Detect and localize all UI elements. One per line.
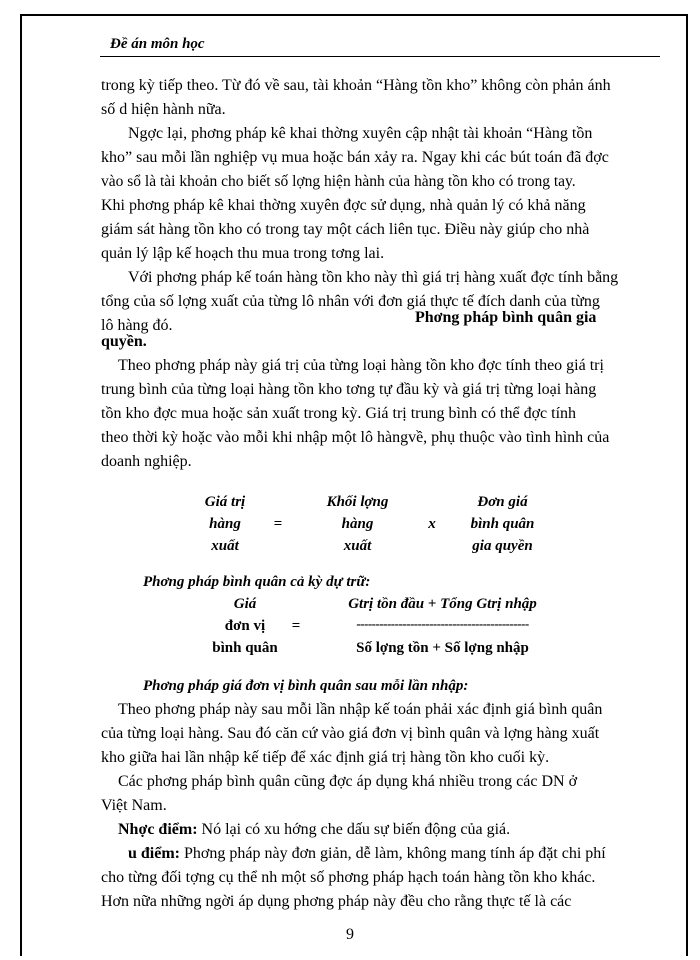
page-border-right — [686, 14, 688, 956]
text-line: Việt Nam. — [101, 797, 167, 814]
text-line: Theo phơng pháp này giá trị của từng loại hàng tồn kho đợc tính theo giá trị — [118, 357, 604, 374]
text-line: giám sát hàng tồn kho có trong tay một cách liên tục. Điều này giúp cho nhà — [101, 221, 590, 238]
advantage-text: Phơng pháp này đơn giản, dễ làm, không mang tính áp đặt chi phí — [180, 845, 606, 862]
formula2-fraction-bar: --------------------------------------------- — [356, 616, 529, 631]
text-line: kho” sau mỗi lần nghiệp vụ mua hoặc bán xảy ra. Ngay khi các bút toán đã đợc — [101, 149, 609, 166]
header-title: Đề án môn học — [110, 36, 205, 52]
advantage-label: u điểm: — [128, 845, 180, 862]
formula1-mid-1: Khối lợng — [326, 494, 389, 510]
text-line: trung bình của từng loại hàng tồn kho tơng tự đầu kỳ và giá trị từng loại hàng — [101, 381, 597, 398]
formula2-denominator: Số lợng tồn + Số lợng nhập — [356, 640, 529, 656]
header-rule — [100, 56, 660, 57]
text-line: doanh nghiệp. — [101, 453, 192, 470]
formula3-title: Phơng pháp giá đơn vị bình quân sau mỗi lần nhập: — [143, 678, 469, 694]
formula2-numerator: Gtrị tồn đầu + Tổng Gtrị nhập — [348, 596, 537, 612]
formula2-equals: = — [291, 618, 301, 634]
formula1-rhs-2: bình quân — [470, 516, 535, 532]
formula1-equals: = — [273, 516, 283, 532]
text-line: lô hàng đó. — [101, 317, 173, 334]
text-line: tồn kho đợc mua hoặc sản xuất trong kỳ. Giá trị trung bình có thể đợc tính — [101, 405, 577, 422]
formula1-times: x — [428, 516, 436, 532]
disadvantage-line — [118, 820, 510, 840]
formula2-title: Phơng pháp bình quân cả kỳ dự trữ: — [143, 574, 371, 590]
text-line: theo thời kỳ hoặc vào mỗi khi nhập một lô hàngvề, phụ thuộc vào tình hình của — [101, 429, 610, 446]
section-heading-cont: quyền. — [101, 333, 147, 350]
text-line: cho từng đối tợng cụ thể nh một số phơng pháp hạch toán hàng tồn kho khác. — [101, 869, 596, 886]
text-line: kho giữa hai lần nhập kế tiếp để xác định giá trị hàng tồn kho cuối kỳ. — [101, 749, 550, 766]
page-border-top — [20, 14, 688, 16]
formula2-lhs-2: đơn vị — [224, 618, 266, 634]
disadvantage-text: Nó lại có xu hớng che dấu sự biến động của giá. — [197, 821, 511, 838]
text-line: tổng của số lợng xuất của từng lô nhân với đơn giá thực tế đích danh của từng — [101, 293, 600, 310]
formula1-lhs-2: hàng — [209, 516, 241, 532]
text-line: Theo phơng pháp này sau mỗi lần nhập kế toán phải xác định giá bình quân — [118, 701, 603, 718]
text-line: quản lý lập kế hoạch thu mua trong tơng lai. — [101, 245, 385, 262]
advantage-line — [128, 844, 606, 864]
text-line: Ngợc lại, phơng pháp kê khai thờng xuyên cập nhật tài khoản “Hàng tồn — [128, 125, 593, 142]
formula1-rhs-3: gia quyền — [472, 538, 533, 554]
text-line: Các phơng pháp bình quân cũng đợc áp dụng khá nhiều trong các DN ở — [118, 773, 578, 790]
text-line: Khi phơng pháp kê khai thờng xuyên đợc sử dụng, nhà quản lý có khả năng — [101, 197, 586, 214]
page-border-left — [20, 14, 22, 956]
formula1-mid-2: hàng — [341, 516, 374, 532]
text-line: Hơn nữa những ngời áp dụng phơng pháp này đều cho rằng thực tế là các — [101, 893, 572, 910]
disadvantage-label: Nhợc điểm: — [118, 821, 198, 838]
text-line: Với phơng pháp kế toán hàng tồn kho này thì giá trị hàng xuất đợc tính bằng — [128, 269, 619, 286]
page-number: 9 — [346, 926, 354, 943]
section-heading: Phơng pháp bình quân gia — [415, 309, 597, 326]
text-line: vào sổ là tài khoản cho biết số lợng hiện hành của hàng tồn kho có trong tay. — [101, 173, 576, 190]
formula1-lhs-3: xuất — [211, 538, 239, 554]
formula1-mid-3: xuất — [343, 538, 372, 554]
text-line: của từng loại hàng. Sau đó căn cứ vào giá đơn vị bình quân và lợng hàng xuất — [101, 725, 600, 742]
formula1-lhs-1: Giá trị — [204, 494, 246, 510]
formula1-rhs-1: Đơn giá — [477, 494, 528, 510]
formula2-lhs-1: Giá — [233, 596, 257, 612]
text-line: trong kỳ tiếp theo. Từ đó về sau, tài khoản “Hàng tồn kho” không còn phản ánh — [101, 77, 611, 94]
formula2-lhs-3: bình quân — [212, 640, 278, 656]
text-line: số d hiện hành nữa. — [101, 101, 226, 118]
